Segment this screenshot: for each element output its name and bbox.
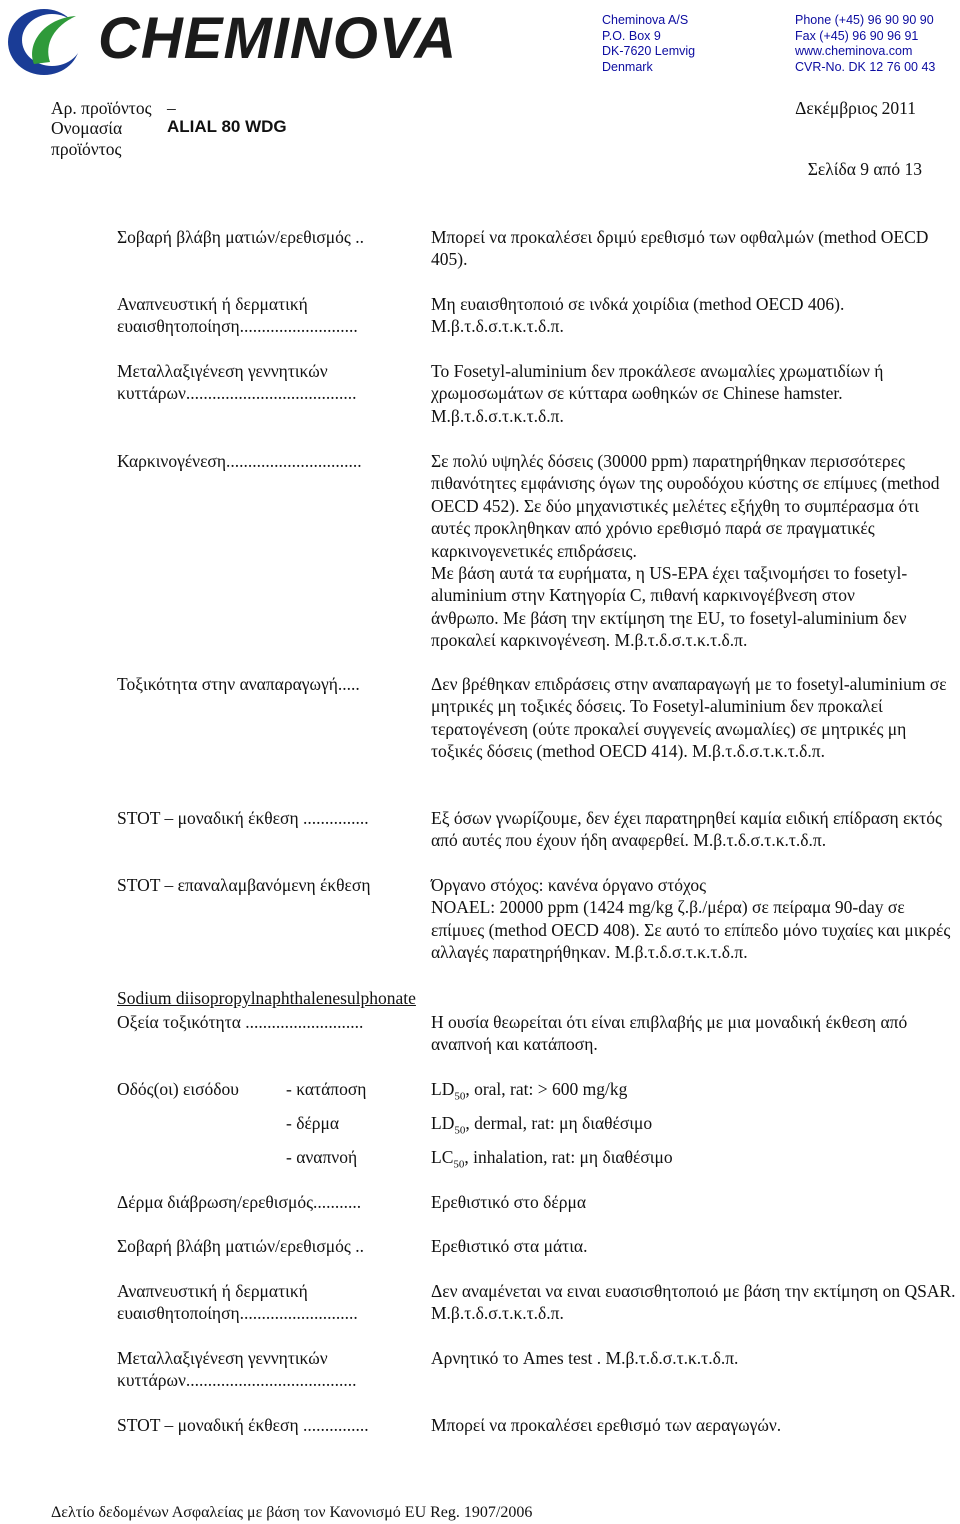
route-inhalation: - αναπνοή — [286, 1147, 358, 1167]
cvr-number: CVR-No. DK 12 76 00 43 — [795, 59, 936, 74]
label-mutagenicity-2: Μεταλλαξιγένεση γεννητικών κυττάρων....................................... — [117, 1348, 357, 1391]
stot-repeated-text-1: Όργανο στόχος: κανένα όργανο στόχος — [431, 875, 707, 895]
label-acute-toxicity: Οξεία τοξικότητα ........................... — [117, 1012, 364, 1032]
address-line: P.O. Box 9 — [602, 28, 661, 43]
value-eye-damage-2: Ερεθιστικό στα μάτια. — [431, 1236, 588, 1256]
label-stot-repeated: STOT – επαναλαμβανόμενη έκθεση — [117, 875, 371, 895]
product-name: ALIAL 80 WDG — [167, 117, 287, 136]
stot-repeated-text-2: NOAEL: 20000 ppm (1424 mg/kg ζ.β./μέρα) σε πείραμα 90-day σε επίμυες (method OECD 408). Σε αυτό το επίπεδο μόνο τυχαίες και μικρές αλλαγές παρατηρήθηκαν. Μ.β.τ.δ.σ.τ.κ.τ.δ.π. — [431, 897, 951, 963]
value-stot-single: Εξ όσων γνωρίζουμε, δεν έχει παρατηρηθεί καμία ειδική επίδραση εκτός από αυτές που έχουν ήδη αναφερθεί. Μ.β.τ.δ.σ.τ.κ.τ.δ.π. — [431, 808, 942, 851]
oral-value-text: , oral, rat: > 600 mg/kg — [465, 1079, 628, 1099]
value-mutagenicity-2: Αρνητικό το Ames test . Μ.β.τ.δ.σ.τ.κ.τ.δ.π. — [431, 1348, 739, 1368]
product-number-label: Αρ. προϊόντος — [51, 98, 152, 118]
ld-subscript: 50 — [454, 1090, 466, 1103]
lc-subscript: 50 — [453, 1158, 465, 1171]
website-link[interactable]: www.cheminova.com — [795, 44, 913, 59]
page-footer: Δελτίο δεδομένων Ασφαλείας με βάση τον Κανονισμό EU Reg. 1907/2006 — [51, 1504, 533, 1521]
value-oral-ld50 — [431, 1078, 628, 1103]
document-date: Δεκέμβριος 2011 — [795, 98, 916, 118]
value-stot-repeated — [431, 874, 956, 964]
label-mutagenicity: Μεταλλαξιγένεση γεννητικών κυττάρων....................................... — [117, 361, 357, 404]
ld-prefix: LD — [431, 1079, 455, 1099]
label-stot-single-2: STOT – μοναδική έκθεση ............... — [117, 1415, 369, 1435]
phone-number: Phone (+45) 96 90 90 90 — [795, 13, 934, 27]
label-sensitisation: Αναπνευστική ή δερματική ευαισθητοποίηση........................... — [117, 294, 358, 337]
logo-wordmark: CHEMINOVA — [98, 6, 458, 71]
page-number: Σελίδα 9 από 13 — [807, 159, 922, 179]
label-reproductive-toxicity: Τοξικότητα στην αναπαραγωγή..... — [117, 674, 360, 694]
carcinogenicity-text-1: Σε πολύ υψηλές δόσεις (30000 ppm) παρατηρήθηκαν περισσότερες πιθανότητες εμφάνισης όγων της ουροδόχου κύστης σε επίμυες (method OECD 452). Σε δύο μηχανιστικές μελέτες εξήχθη το συμπέρασμα ότι αυτές προκληθηκαν από χρόνιο ερεθισμό παρά σε πραγματικές καρκινογενετικές επιδράσεις. — [431, 451, 940, 561]
product-name-label-2: προϊόντος — [51, 139, 122, 159]
value-dermal-ld50 — [431, 1112, 653, 1137]
value-inhalation-lc50 — [431, 1146, 673, 1171]
inhalation-value-text: , inhalation, rat: μη διαθέσιμο — [464, 1147, 673, 1167]
value-acute-toxicity: Η ουσία θεωρείται ότι είναι επιβλαβής με μια μοναδική έκθεση από αναπνοή και κατάποση. — [431, 1012, 908, 1055]
address-line: Denmark — [602, 59, 653, 74]
value-eye-damage: Μπορεί να προκαλέσει δριμύ ερεθισμό των οφθαλμών (method OECD 405). — [431, 227, 929, 270]
address-line: DK-7620 Lemvig — [602, 44, 696, 59]
ld-prefix: LD — [431, 1113, 455, 1133]
value-carcinogenicity — [431, 450, 959, 652]
product-name-label-1: Ονομασία — [51, 118, 123, 138]
value-stot-single-2: Μπορεί να προκαλέσει ερεθισμό των αεραγωγών. — [431, 1415, 782, 1435]
company-address — [602, 13, 782, 75]
label-eye-damage: Σοβαρή βλάβη ματιών/ερεθισμός .. — [117, 227, 364, 247]
company-contact — [795, 13, 960, 75]
label-eye-damage-2: Σοβαρή βλάβη ματιών/ερεθισμός .. — [117, 1236, 364, 1256]
lc-prefix: LC — [431, 1147, 454, 1167]
substance-title: Sodium diisopropylnaphthalenesulphonate — [117, 988, 416, 1008]
fax-number: Fax (+45) 96 90 96 91 — [795, 28, 919, 43]
product-number-value: – — [167, 98, 176, 118]
carcinogenicity-text-2: Με βάση αυτά τα ευρήματα, η US-EPA έχει ταξινομήσει το fosetyl-aluminium στην Κατηγορία C, πιθανή καρκινογέβνεση στον άνθρωπο. Με βάση την εκτίμηση τηε EU, το fosetyl-aluminium δεν προκαλεί καρκινογένεση. Μ.β.τ.δ.σ.τ.κ.τ.δ.π. — [431, 563, 908, 651]
value-skin-corrosion: Ερεθιστικό στο δέρμα — [431, 1192, 587, 1212]
route-dermal: - δέρμα — [286, 1113, 340, 1133]
label-sensitisation-2: Αναπνευστική ή δερματική ευαισθητοποίηση........................... — [117, 1281, 358, 1324]
value-reproductive-toxicity: Δεν βρέθηκαν επιδράσεις στην αναπαραγωγή με το fosetyl-aluminium σε μητρικές μη τοξικές δόσεις. Το Fosetyl-aluminium δεν προκαλεί τερατογένεση (ούτε προκαλεί συγγενείς ανωμαλίες) σε μητρικές μη τοξικές δόσεις (method OECD 414). Μ.β.τ.δ.σ.τ.κ.τ.δ.π. — [431, 674, 947, 762]
company-logo — [4, 4, 504, 78]
route-oral: - κατάποση — [286, 1079, 367, 1099]
value-mutagenicity: Το Fosetyl-aluminium δεν προκάλεσε ανωμαλίες χρωματιδίων ή χρωμοσωμάτων σε κύτταρα ωοθηκών σε Chinese hamster. Μ.β.τ.δ.σ.τ.κ.τ.δ.π. — [431, 361, 884, 426]
value-sensitisation-2: Δεν αναμένεται να ειναι ευασισθητοποιό με βάση την εκτίμηση on QSAR. Μ.β.τ.δ.σ.τ.κ.τ.δ.π. — [431, 1281, 956, 1324]
value-sensitisation: Μη ευαισθητοποιό σε ινδκά χοιρίδια (method OECD 406). Μ.β.τ.δ.σ.τ.κ.τ.δ.π. — [431, 294, 845, 337]
label-stot-single: STOT – μοναδική έκθεση ............... — [117, 808, 369, 828]
label-carcinogenicity: Καρκινογένεση............................... — [117, 451, 362, 471]
logo-swirl-icon — [4, 4, 90, 78]
dermal-value-text: , dermal, rat: μη διαθέσιμο — [465, 1113, 653, 1133]
ld-subscript: 50 — [454, 1124, 466, 1137]
address-line: Cheminova A/S — [602, 13, 689, 27]
label-exposure-routes: Οδός(οι) εισόδου — [117, 1079, 239, 1099]
label-skin-corrosion: Δέρμα διάβρωση/ερεθισμός........... — [117, 1192, 362, 1212]
